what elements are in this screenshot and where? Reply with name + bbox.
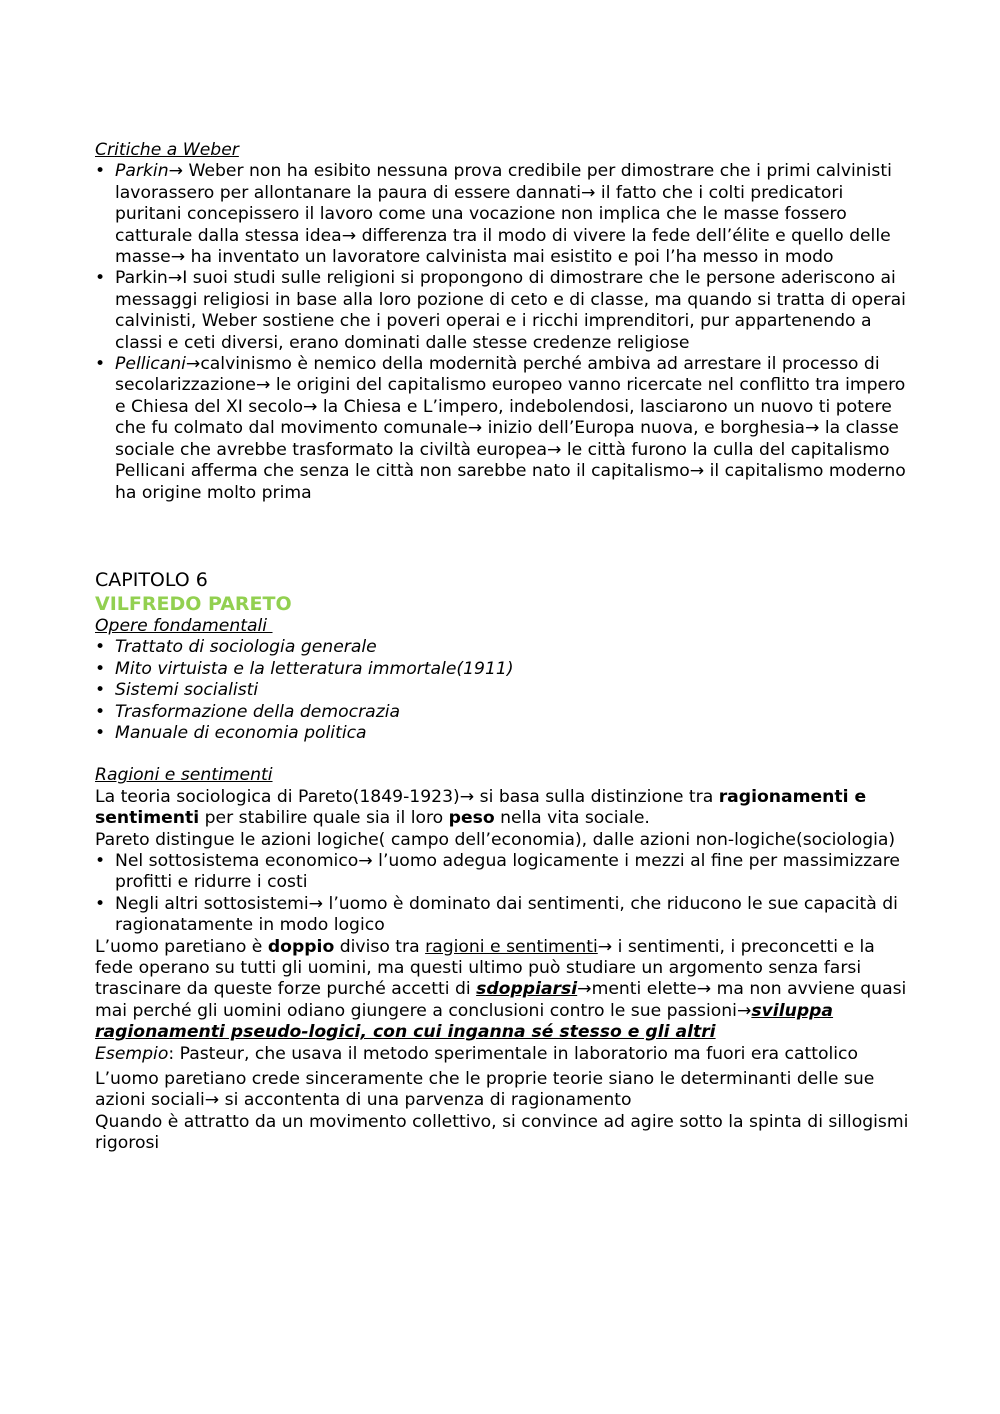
ragioni-paragraph-4: L’uomo paretiano crede sinceramente che le proprie teorie siano le determinanti delle sue azioni sociali→ si accontenta di una parvenza di ragionamento — [95, 1069, 875, 1111]
list-item: • Trattato di sociologia generale — [95, 637, 915, 658]
list-item: • Manuale di economia politica — [95, 723, 915, 744]
list-item: • Negli altri sottosistemi→ l’uomo è dominato dai sentimenti, che riducono le sue capacità di ragionatamente in modo logico — [95, 894, 915, 937]
critic-name: Parkin — [115, 268, 168, 289]
esempio-paragraph: Esempio: Pasteur, che usava il metodo sperimentale in laboratorio ma fuori era cattolico — [95, 1043, 859, 1064]
list-item: • Mito virtuista e la letteratura immortale(1911) — [95, 659, 915, 680]
ragioni-paragraph-1: La teoria sociologica di Pareto(1849-1923)→ si basa sulla distinzione tra ragionamenti e sentimenti per stabilire quale sia il loro peso nella vita sociale. — [95, 786, 867, 829]
ragioni-paragraph-5: Quando è attratto da un movimento collettivo, si convince ad agire sotto la spinta di sillogismi rigorosi — [95, 1111, 909, 1154]
critic-name: Pellicani — [115, 354, 186, 375]
critiche-list — [95, 161, 915, 461]
opere-title: Opere fondamentali — [95, 615, 273, 636]
pellicani-note: Pellicani afferma che senza le città non sarebbe nato il capitalismo→ il capitalismo moderno ha origine molto prima — [115, 461, 906, 503]
critic-name: Parkin — [115, 161, 169, 182]
list-item: • Sistemi socialisti — [95, 680, 915, 701]
critic-text: →calvinismo è nemico della modernità perché ambiva ad arrestare il processo di secolarizzazione→ le origini del capitalismo europeo vanno ricercate nel conflitto tra impero e Chiesa del XI secolo→ la Chiesa e L’impero, indebolendosi, lasciarono un nuovo ti potere che fu colmato dal movimento comunale→ inizio dell’Europa nuova, e borghesia→ la classe sociale che avrebbe trasformato la civiltà europea→ le città furono la culla del capitalismo — [115, 354, 906, 460]
chapter-label: CAPITOLO 6 — [95, 568, 208, 591]
list-item — [95, 161, 915, 268]
opere-list — [95, 637, 915, 744]
critic-text: →I suoi studi sulle religioni si propongono di dimostrare che le persone aderiscono ai messaggi religiosi in base alla loro pozione di ceto e di classe, ma quando si tratta di operai calvinisti, Weber sostiene che i poveri operai e i ricchi imprenditori, pur appartenendo a classi e ceti diversi, erano dominati dalle stesse credenze religiose — [115, 268, 906, 353]
ragioni-list — [95, 851, 915, 937]
ragioni-title: Ragioni e sentimenti — [95, 765, 273, 786]
document-page — [95, 140, 915, 1155]
chapter-author: VILFREDO PARETO — [95, 592, 292, 615]
list-item — [95, 354, 915, 461]
ragioni-paragraph-3: L’uomo paretiano è doppio diviso tra ragioni e sentimenti→ i sentimenti, i preconcetti e la fede operano su tutti gli uomini, ma questi ultimo può studiare un argomento senza farsi trascinare da queste forze purché accetti di sdoppiarsi→menti elette→ ma non avviene quasi mai perché gli uomini odiano giungere a conclusioni contro le sue passioni→sviluppa ragionamenti pseudo-logici, con cui inganna sé stesso e gli altri — [95, 936, 907, 1043]
critiche-title: Critiche a Weber — [95, 140, 239, 160]
ragioni-paragraph-2: Pareto distingue le azioni logiche( campo dell’economia), dalle azioni non-logiche(sociologia) — [95, 829, 896, 850]
list-item: • Trasformazione della democrazia — [95, 702, 915, 723]
list-item: • Nel sottosistema economico→ l’uomo adegua logicamente i mezzi al fine per massimizzare profitti e ridurre i costi — [95, 851, 915, 894]
critic-text: → Weber non ha esibito nessuna prova credibile per dimostrare che i primi calvinisti lavorassero per allontanare la paura di essere dannati→ il fatto che i colti predicatori puritani concepissero il lavoro come una vocazione non implica che le masse fossero catturale dalla stessa idea→ differenza tra il modo di vivere la fede dell’élite e quello delle masse→ ha inventato un lavoratore calvinista mai esistito e poi l’ha messo in modo — [115, 161, 892, 268]
list-item — [95, 268, 915, 354]
